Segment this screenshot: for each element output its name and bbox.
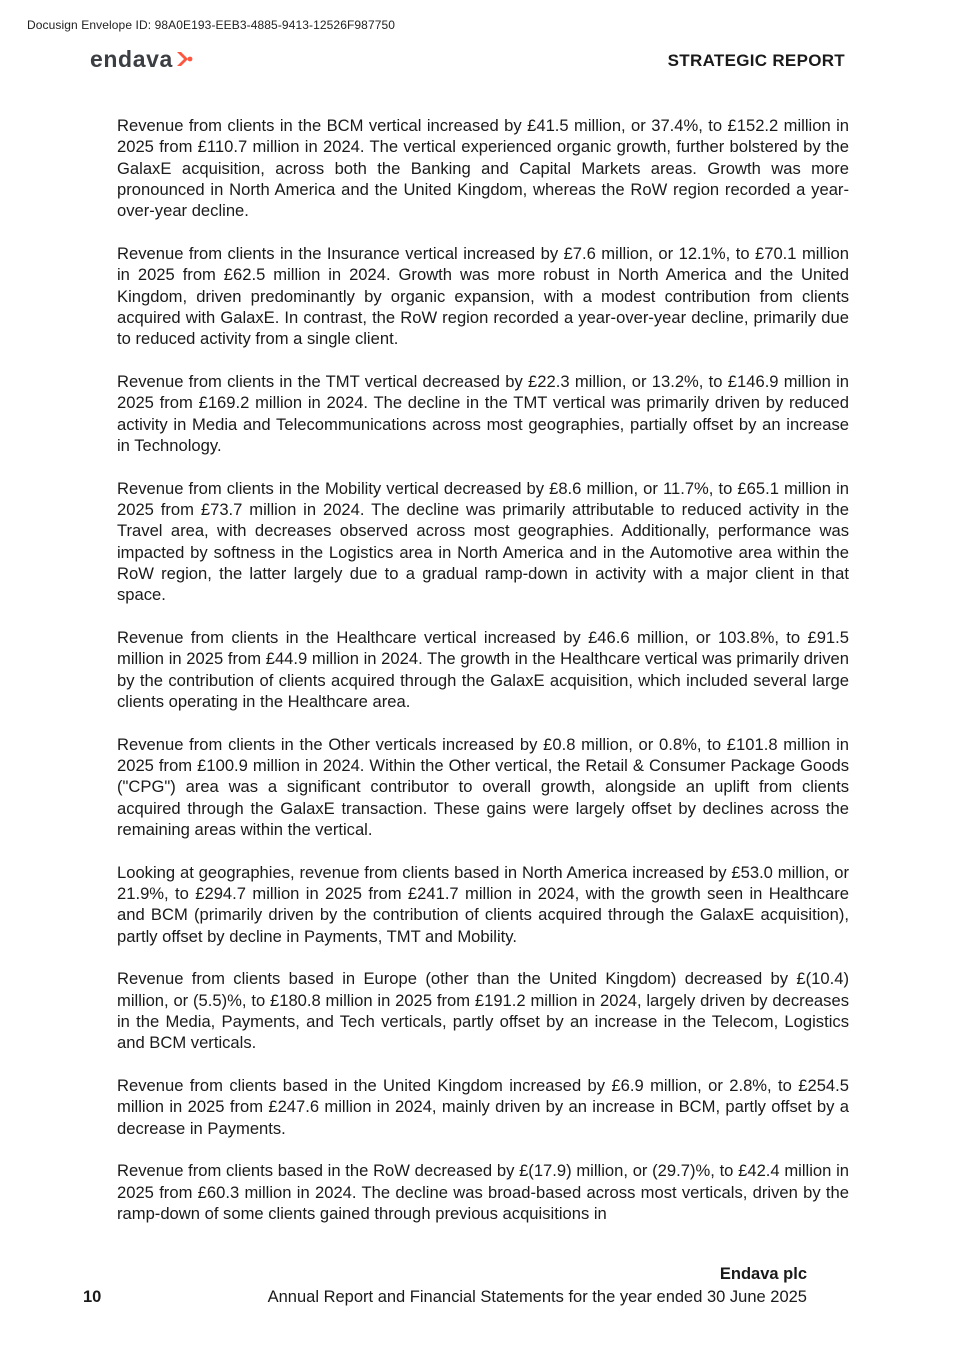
paragraph-healthcare-vertical: Revenue from clients in the Healthcare vertical increased by £46.6 million, or 103.8%, to £91.5 million in 2025 from £44.9 million in 2024. The growth in the Healthcare vertical was primarily driven by the contribution of clients acquired through the GalaxE acquisition, which included several large clients operating in the Healthcare area.	[117, 627, 849, 711]
section-title: STRATEGIC REPORT	[667, 51, 845, 70]
logo-mark-chevron	[177, 52, 188, 66]
docusign-envelope-id: Docusign Envelope ID: 98A0E193-EEB3-4885-9413-12526F987750	[27, 18, 396, 32]
endava-logo-mark-icon	[175, 50, 193, 68]
logo-wordmark: endava	[90, 45, 173, 72]
paragraph-europe: Revenue from clients based in Europe (other than the United Kingdom) decreased by £(10.4) million, or (5.5)%, to £180.8 million in 2025 from £191.2 million in 2024, largely driven by decreases in the Media, Payments, and Tech verticals, partly offset by an increase in the Telecom, Logistics and BCM verticals.	[117, 969, 849, 1053]
paragraph-insurance-vertical: Revenue from clients in the Insurance vertical increased by £7.6 million, or 12.1%, to £70.1 million in 2025 from £62.5 million in 2024. Growth was more robust in North America and the United Kingdom, driven predominantly by organic expansion, with a modest contribution from clients acquired with GalaxE. In contrast, the RoW region recorded a year-over-year decline, primarily due to reduced activity from a single client.	[117, 243, 849, 349]
footer-report-title: Annual Report and Financial Statements for the year ended 30 June 2025	[267, 1288, 807, 1306]
paragraph-north-america: Looking at geographies, revenue from clients based in North America increased by £53.0 million, or 21.9%, to £294.7 million in 2025 from £241.7 million in 2024, with the growth seen in Healthcare and BCM (primarily driven by the contribution of clients acquired through the GalaxE acquisition), partly offset by decline in Payments, TMT and Mobility.	[117, 862, 849, 946]
page-number: 10	[83, 1288, 102, 1306]
endava-logo	[90, 46, 193, 72]
paragraph-mobility-vertical: Revenue from clients in the Mobility vertical decreased by £8.6 million, or 11.7%, to £65.1 million in 2025 from £73.7 million in 2024. The decline was primarily attributable to reduced activity in the Travel area, with decreases observed across most geographies. Additionally, performance was impacted by softness in the Logistics area in North America and in the Automotive area within the RoW region, the latter largely due to a gradual ramp-down in activity with a major client in that space.	[117, 478, 849, 605]
paragraph-tmt-vertical: Revenue from clients in the TMT vertical decreased by £22.3 million, or 13.2%, to £146.9 million in 2025 from £169.2 million in 2024. The decline in the TMT vertical was primarily driven by reduced activity in Media and Telecommunications across most geographies, partially offset by an increase in Technology.	[117, 371, 849, 455]
paragraph-united-kingdom: Revenue from clients based in the United Kingdom increased by £6.9 million, or 2.8%, to £254.5 million in 2025 from £247.6 million in 2024, mainly driven by an increase in BCM, partly offset by a decrease in Payments.	[117, 1075, 849, 1138]
report-body	[117, 115, 849, 1246]
logo-mark-dot	[187, 57, 192, 62]
paragraph-row: Revenue from clients based in the RoW decreased by £(17.9) million, or (29.7)%, to £42.4 million in 2025 from £60.3 million in 2024. The decline was broad-based across most verticals, driven by the ramp-down of some clients gained through previous acquisitions in	[117, 1161, 849, 1223]
paragraph-bcm-vertical: Revenue from clients in the BCM vertical increased by £41.5 million, or 37.4%, to £152.2 million in 2025 from £110.7 million in 2024. The vertical experienced organic growth, further bolstered by the GalaxE acquisition, across both the Banking and Capital Markets areas. Growth was more pronounced in North America and the United Kingdom, whereas the RoW region recorded a year-over-year decline.	[117, 116, 849, 221]
paragraph-other-verticals: Revenue from clients in the Other verticals increased by £0.8 million, or 0.8%, to £101.8 million in 2025 from £100.9 million in 2024. Within the Other vertical, the Retail & Consumer Package Goods ("CPG") area was a significant contributor to overall growth, alongside an uplift from clients acquired through the GalaxE transaction. These gains were largely offset by declines across the remaining areas within the vertical.	[117, 734, 849, 839]
footer-company-name: Endava plc	[719, 1265, 807, 1283]
